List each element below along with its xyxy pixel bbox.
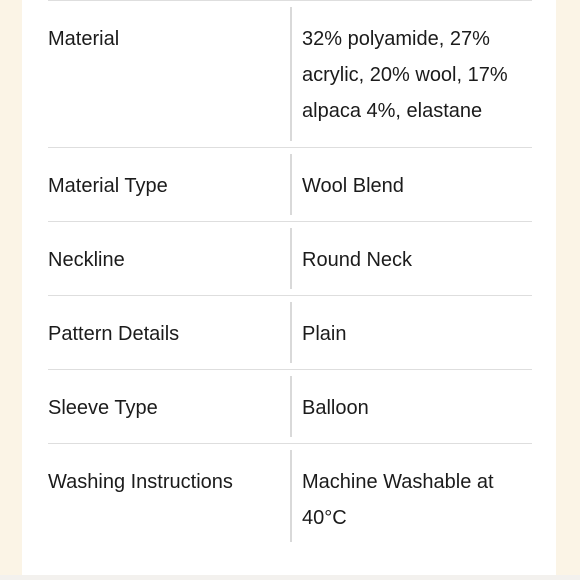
- spec-row-pattern-details: [48, 296, 532, 370]
- spec-row-neckline: [48, 222, 532, 296]
- specs-table: [48, 0, 532, 548]
- spec-value: Plain: [302, 323, 347, 345]
- spec-value: Wool Blend: [302, 175, 404, 197]
- spec-value: 32% polyamide, 27% acrylic, 20% wool, 17% alpaca 4%, elastane: [302, 28, 508, 122]
- spec-value: Machine Washable at 40°C: [302, 471, 494, 529]
- spec-label: Pattern Details: [48, 323, 180, 345]
- spec-label: Sleeve Type: [48, 397, 158, 419]
- spec-label: Material: [48, 28, 120, 50]
- spec-value: Round Neck: [302, 249, 413, 271]
- spec-value: Balloon: [302, 397, 369, 419]
- spec-label: Neckline: [48, 249, 125, 271]
- page-bottom-strip: [0, 575, 580, 580]
- spec-row-material: [48, 1, 532, 148]
- spec-row-material-type: [48, 148, 532, 222]
- spec-label: Material Type: [48, 175, 168, 197]
- spec-row-sleeve-type: [48, 370, 532, 444]
- spec-label: Washing Instructions: [48, 471, 233, 493]
- spec-row-washing-instructions: [48, 444, 532, 548]
- product-specs-card: [22, 0, 556, 575]
